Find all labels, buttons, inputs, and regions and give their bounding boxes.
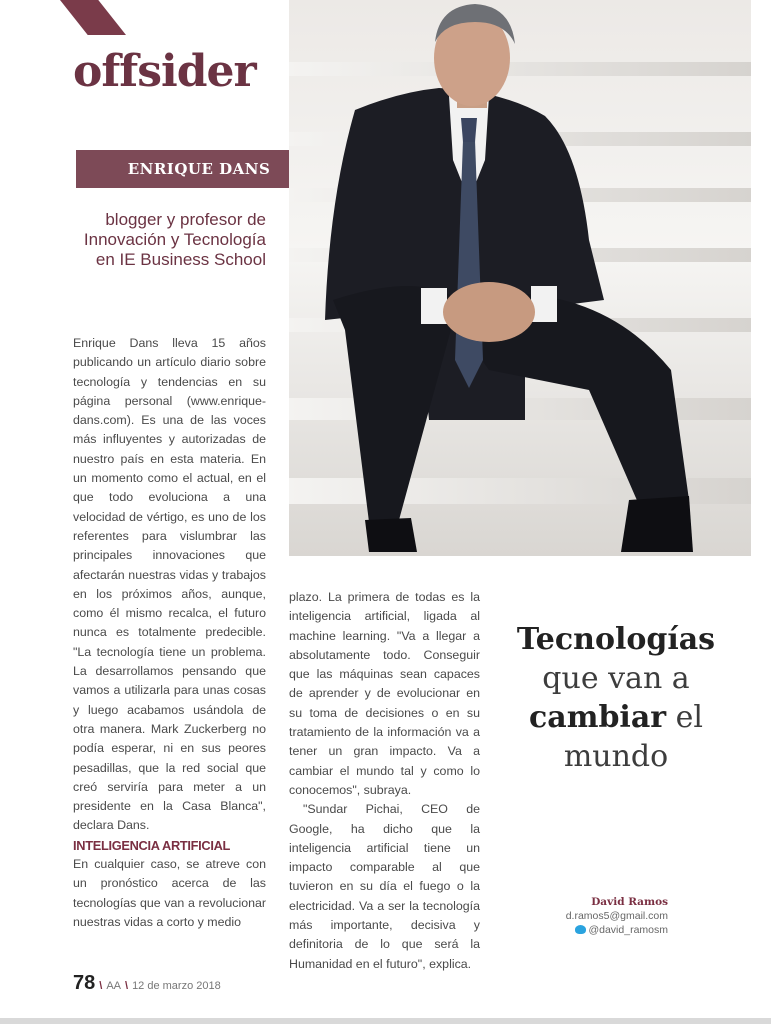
credit-email: d.ramos5@gmail.com (565, 910, 668, 922)
author-credit (548, 895, 668, 937)
subtitle-line: blogger y profesor de (105, 210, 266, 229)
subtitle-line: Innovación y Tecnología (83, 230, 266, 249)
headline-light-word: el (675, 700, 703, 735)
twitter-handle: @david_ramosm (588, 924, 668, 936)
article-paragraph: Enrique Dans lleva 15 años publicando un artículo diario sobre tecnología y tendencias en su página personal (www.enrique-dans.com). Es una de las voces más influyentes y autorizadas de nuestro país en esta materia. En un momento como el actual, en el que todo evoluciona a una velocidad de vértigo, es uno de los referentes para vislumbrar las principales innovaciones que afectarán nuestras vidas y trabajos en los próximos años, aunque, como él mismo recalca, el futuro nunca es totalmente predecible. "La tecnología tiene un problema. La desarrollamos pensando que vamos a utilizarla para unas cosas y luego acabamos usándola de otra manera. Mark Zuckerberg no podía esperar, ni en sus peores pesadillas, que la red social que creó serviría para meter a un presidente en la Casa Blanca", declara Dans. (73, 336, 266, 833)
article-column-2 (289, 588, 480, 974)
headline-line (496, 698, 736, 737)
footer-separator: \ (125, 980, 129, 992)
author-name: ENRIQUE DANS (127, 160, 271, 178)
twitter-bird-icon (575, 925, 586, 934)
author-subtitle (60, 210, 266, 270)
author-name-bar (76, 150, 322, 188)
page-footer (73, 972, 221, 995)
person-figure (289, 0, 751, 556)
article-column-1 (73, 334, 266, 932)
subtitle-line: en IE Business School (95, 250, 266, 269)
headline-bold-word: cambiar (529, 700, 667, 735)
page-number: 78 (73, 972, 96, 994)
footer-separator: \ (99, 980, 103, 992)
pull-headline (496, 620, 736, 776)
headline-line: que van a (542, 661, 690, 696)
article-paragraph: En cualquier caso, se atreve con un pronóstico acerca de las tecnologías que van a revolucionar nuestras vidas a corto y medio (73, 857, 266, 929)
headline-line: mundo (563, 739, 669, 774)
publication-name: AA (106, 980, 121, 992)
article-paragraph: plazo. La primera de todas es la inteligencia artificial, ligada al machine learning. "Va a llegar a absolutamente todo. Conseguir que las máquinas sean capaces de aprender y de evolucionar en su toma de decisiones o en su tratamiento de la información va a tener un gran impacto. Va a cambiar el mundo tal y como lo conocemos", subraya. (289, 590, 480, 797)
credit-twitter (548, 923, 668, 937)
corner-decoration (60, 0, 126, 35)
portrait-photo (289, 0, 751, 556)
article-paragraph: "Sundar Pichai, CEO de Google, ha dicho que la inteligencia artificial tiene un impacto comparable al que tuvieron en su día el fuego o la electricidad. Va a ser la tecnología más importante, decisiva y definitoria de lo que será la Humanidad en el futuro", explica. (289, 802, 480, 971)
bottom-strip (0, 1018, 771, 1024)
section-heading: INTELIGENCIA ARTIFICIAL (73, 837, 231, 853)
credit-name: David Ramos (591, 896, 668, 908)
section-title: offsider (73, 46, 256, 97)
headline-line: Tecnologías (516, 622, 716, 657)
issue-date: 12 de marzo 2018 (132, 980, 221, 992)
